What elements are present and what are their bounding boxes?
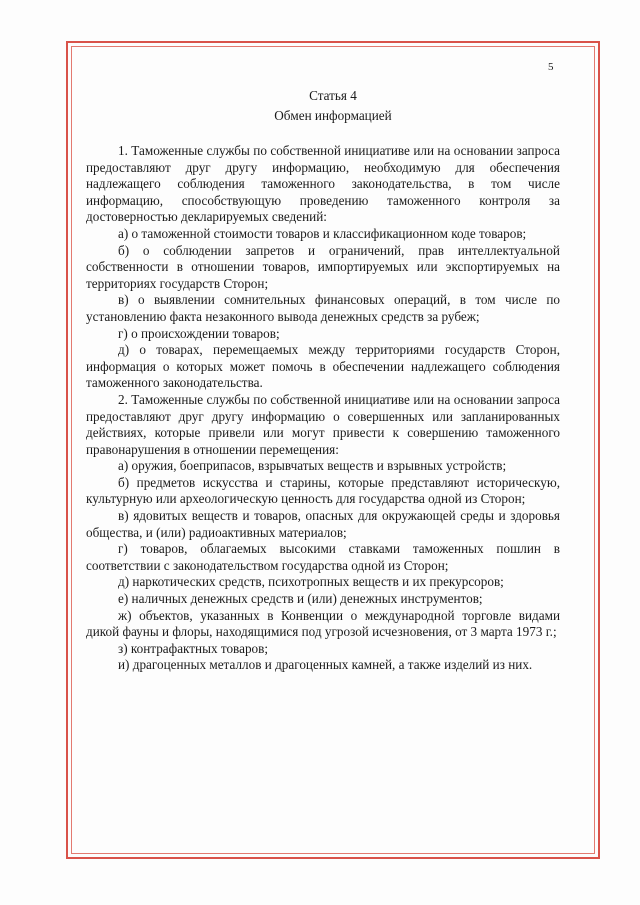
- paragraph-2d: д) наркотических средств, психотропных веществ и их прекурсоров;: [118, 574, 504, 590]
- paragraph-1: 1. Таможенные службы по собственной инициативе или на основании запроса предоставляют друг другу информацию, необходимую для обеспечения надлежащего соблюдения таможенного законодательства, в том числе информацию, способствующую проведению таможенного контроля за достоверностью декларируемых сведений:: [86, 143, 560, 225]
- paragraph-1v: в) о выявлении сомнительных финансовых операций, в том числе по установлению факта незаконного вывода денежных средств за рубеж;: [86, 292, 560, 324]
- paragraph-2v: в) ядовитых веществ и товаров, опасных для окружающей среды и здоровья общества, и (или) радиоактивных материалов;: [86, 508, 560, 540]
- paragraph-1d: д) о товарах, перемещаемых между территориями государств Сторон, информация о которых может помочь в обеспечении надлежащего соблюдения таможенного законодательства.: [86, 342, 560, 391]
- paragraph-1a: а) о таможенной стоимости товаров и классификационном коде товаров;: [118, 225, 527, 241]
- article-title: Обмен информацией: [274, 108, 392, 123]
- paragraph-2: 2. Таможенные службы по собственной инициативе или на основании запроса предоставляют друг другу информацию о совершенных или запланированных действиях, которые привели или могут привести к совершению таможенного правонарушения в отношении перемещения:: [86, 391, 560, 457]
- paragraph-2zh: ж) объектов, указанных в Конвенции о международной торговле видами дикой фауны и флоры, находящимися под угрозой исчезновения, от 3 марта 1973 г.;: [86, 607, 560, 640]
- paragraph-1g: г) о происхождении товаров;: [118, 325, 280, 341]
- paragraph-2e: е) наличных денежных средств и (или) денежных инструментов;: [118, 591, 483, 607]
- article-number: Статья 4: [309, 88, 357, 103]
- paragraph-2i: и) драгоценных металлов и драгоценных камней, а также изделий из них.: [118, 657, 533, 673]
- article-heading: [86, 86, 580, 126]
- page-number: 5: [548, 61, 554, 73]
- paragraph-2b: б) предметов искусства и старины, которые представляют историческую, культурную или археологическую ценность для государства одной из Сторон;: [86, 474, 560, 507]
- paragraph-1b: б) о соблюдении запретов и ограничений, прав интеллектуальной собственности в отношении товаров, импортируемых или экспортируемых на территориях государств Сторон;: [86, 242, 560, 291]
- paragraph-2g: г) товаров, облагаемых высокими ставками таможенных пошлин в соответствии с законодательством государства одной из Сторон;: [86, 541, 560, 573]
- paragraph-2a: а) оружия, боеприпасов, взрывчатых веществ и взрывных устройств;: [118, 458, 507, 474]
- paragraph-2z: з) контрафактных товаров;: [118, 640, 269, 656]
- article-body: [86, 143, 560, 674]
